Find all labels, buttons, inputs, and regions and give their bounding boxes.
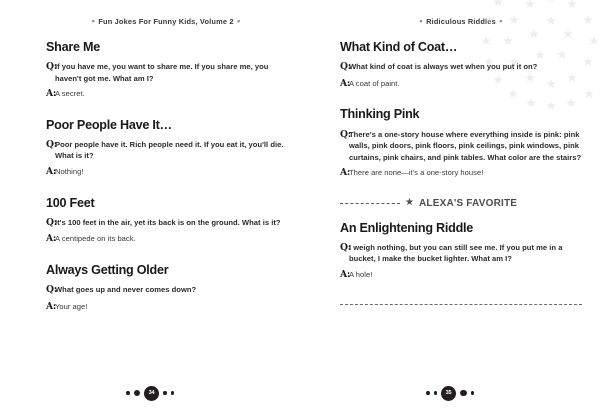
joke-entry — [46, 263, 286, 313]
folio-dot-icon — [434, 391, 438, 395]
folio-dot-icon — [163, 391, 167, 395]
answer-row — [46, 166, 286, 179]
question-text: Poor people have it. Rich people need it. If you eat it, you'll die. What is it? — [55, 139, 284, 161]
joke-title: Share Me — [46, 40, 100, 54]
ornament-dot-icon: ● — [236, 18, 241, 25]
answer-text: A secret. — [55, 89, 85, 99]
running-head-left-text: Fun Jokes For Funny Kids, Volume 2 — [98, 17, 234, 26]
answer-label: A: — [340, 77, 350, 89]
joke-title: What Kind of Coat… — [340, 40, 458, 54]
joke-title: An Enlightening Riddle — [340, 220, 474, 235]
question-row — [340, 61, 582, 74]
question-label: Q: — [340, 241, 351, 253]
question-text: There's a one-story house where everything inside is pink: pink walls, pink doors, pink floors, pink ceilings, pink windows, pink curtains, pink chairs, and pink tables. What color are the stairs? — [349, 129, 582, 162]
ornament-dot-icon: ● — [419, 18, 424, 25]
question-label: Q: — [46, 216, 57, 228]
running-head-right — [340, 0, 582, 26]
folio-dot-icon — [471, 391, 475, 395]
answer-label: A: — [46, 233, 56, 245]
answer-label: A: — [46, 166, 56, 177]
joke-title: Poor People Have It… — [46, 117, 172, 132]
answer-row — [46, 88, 286, 101]
star-icon: ★ — [405, 197, 414, 209]
question-text: It's 100 feet in the air, yet its back is on the ground. What is it? — [55, 217, 281, 227]
favorite-banner — [340, 198, 582, 209]
question-label: Q: — [340, 61, 351, 73]
joke-title: 100 Feet — [46, 195, 95, 210]
answer-row — [340, 269, 582, 282]
joke-list-right — [340, 40, 582, 305]
ornament-dot-icon: ● — [91, 18, 96, 25]
folio-right — [300, 384, 600, 402]
running-head-right-text: Ridiculous Riddles — [426, 17, 496, 26]
joke-list-left — [46, 40, 286, 314]
answer-label: A: — [46, 300, 56, 312]
folio-left — [0, 384, 300, 402]
right-page — [300, 0, 600, 414]
question-label: Q: — [46, 61, 57, 73]
joke-entry — [340, 40, 582, 90]
dashed-rule — [340, 203, 400, 204]
section-divider — [340, 304, 582, 305]
question-row — [340, 129, 582, 164]
folio-dot-icon — [460, 390, 467, 397]
answer-text: A centipede on its back. — [55, 234, 136, 244]
folio-dot-icon — [171, 391, 175, 395]
question-row — [46, 139, 286, 162]
folio-dot-icon — [134, 390, 141, 397]
question-row — [340, 242, 582, 265]
joke-entry — [340, 107, 582, 179]
answer-label: A: — [340, 167, 350, 179]
question-label: Q: — [46, 138, 57, 150]
folio-dot-icon — [126, 391, 130, 395]
page-number-left: 34 — [144, 386, 159, 401]
answer-row — [46, 233, 286, 246]
answer-text: Nothing! — [55, 167, 84, 176]
joke-entry — [46, 196, 286, 246]
answer-text: A coat of paint. — [349, 78, 400, 88]
question-row — [46, 217, 286, 230]
answer-text: There are none—it's a one-story house! — [349, 168, 484, 178]
question-row — [46, 61, 286, 84]
question-text: What kind of coat is always wet when you put it on? — [349, 62, 538, 72]
joke-entry-featured — [340, 221, 582, 282]
answer-row — [340, 78, 582, 91]
answer-row — [46, 301, 286, 314]
running-head-left — [46, 0, 286, 26]
folio-dot-icon — [426, 391, 430, 395]
ornament-dot-icon: ● — [498, 18, 503, 25]
answer-row — [340, 167, 582, 180]
answer-label: A: — [46, 88, 56, 100]
joke-entry — [46, 118, 286, 179]
answer-label: A: — [340, 269, 350, 280]
question-text: What goes up and never comes down? — [55, 285, 197, 295]
joke-title: Thinking Pink — [340, 107, 420, 122]
joke-title: Always Getting Older — [46, 263, 169, 278]
question-label: Q: — [340, 128, 351, 140]
question-text: If you have me, you want to share me. If you share me, you haven't got me. What am I? — [55, 62, 269, 83]
page-number-right: 35 — [441, 386, 456, 401]
answer-text: Your age! — [55, 301, 88, 311]
answer-text: A hole! — [349, 270, 373, 279]
question-text: I weigh nothing, but you can still see me. If you put me in a bucket, I make the bucket lighter. What am I? — [349, 242, 563, 264]
favorite-banner-label: ALEXA'S FAVORITE — [418, 197, 518, 209]
joke-entry — [46, 40, 286, 101]
question-row — [46, 284, 286, 297]
question-label: Q: — [46, 284, 57, 296]
